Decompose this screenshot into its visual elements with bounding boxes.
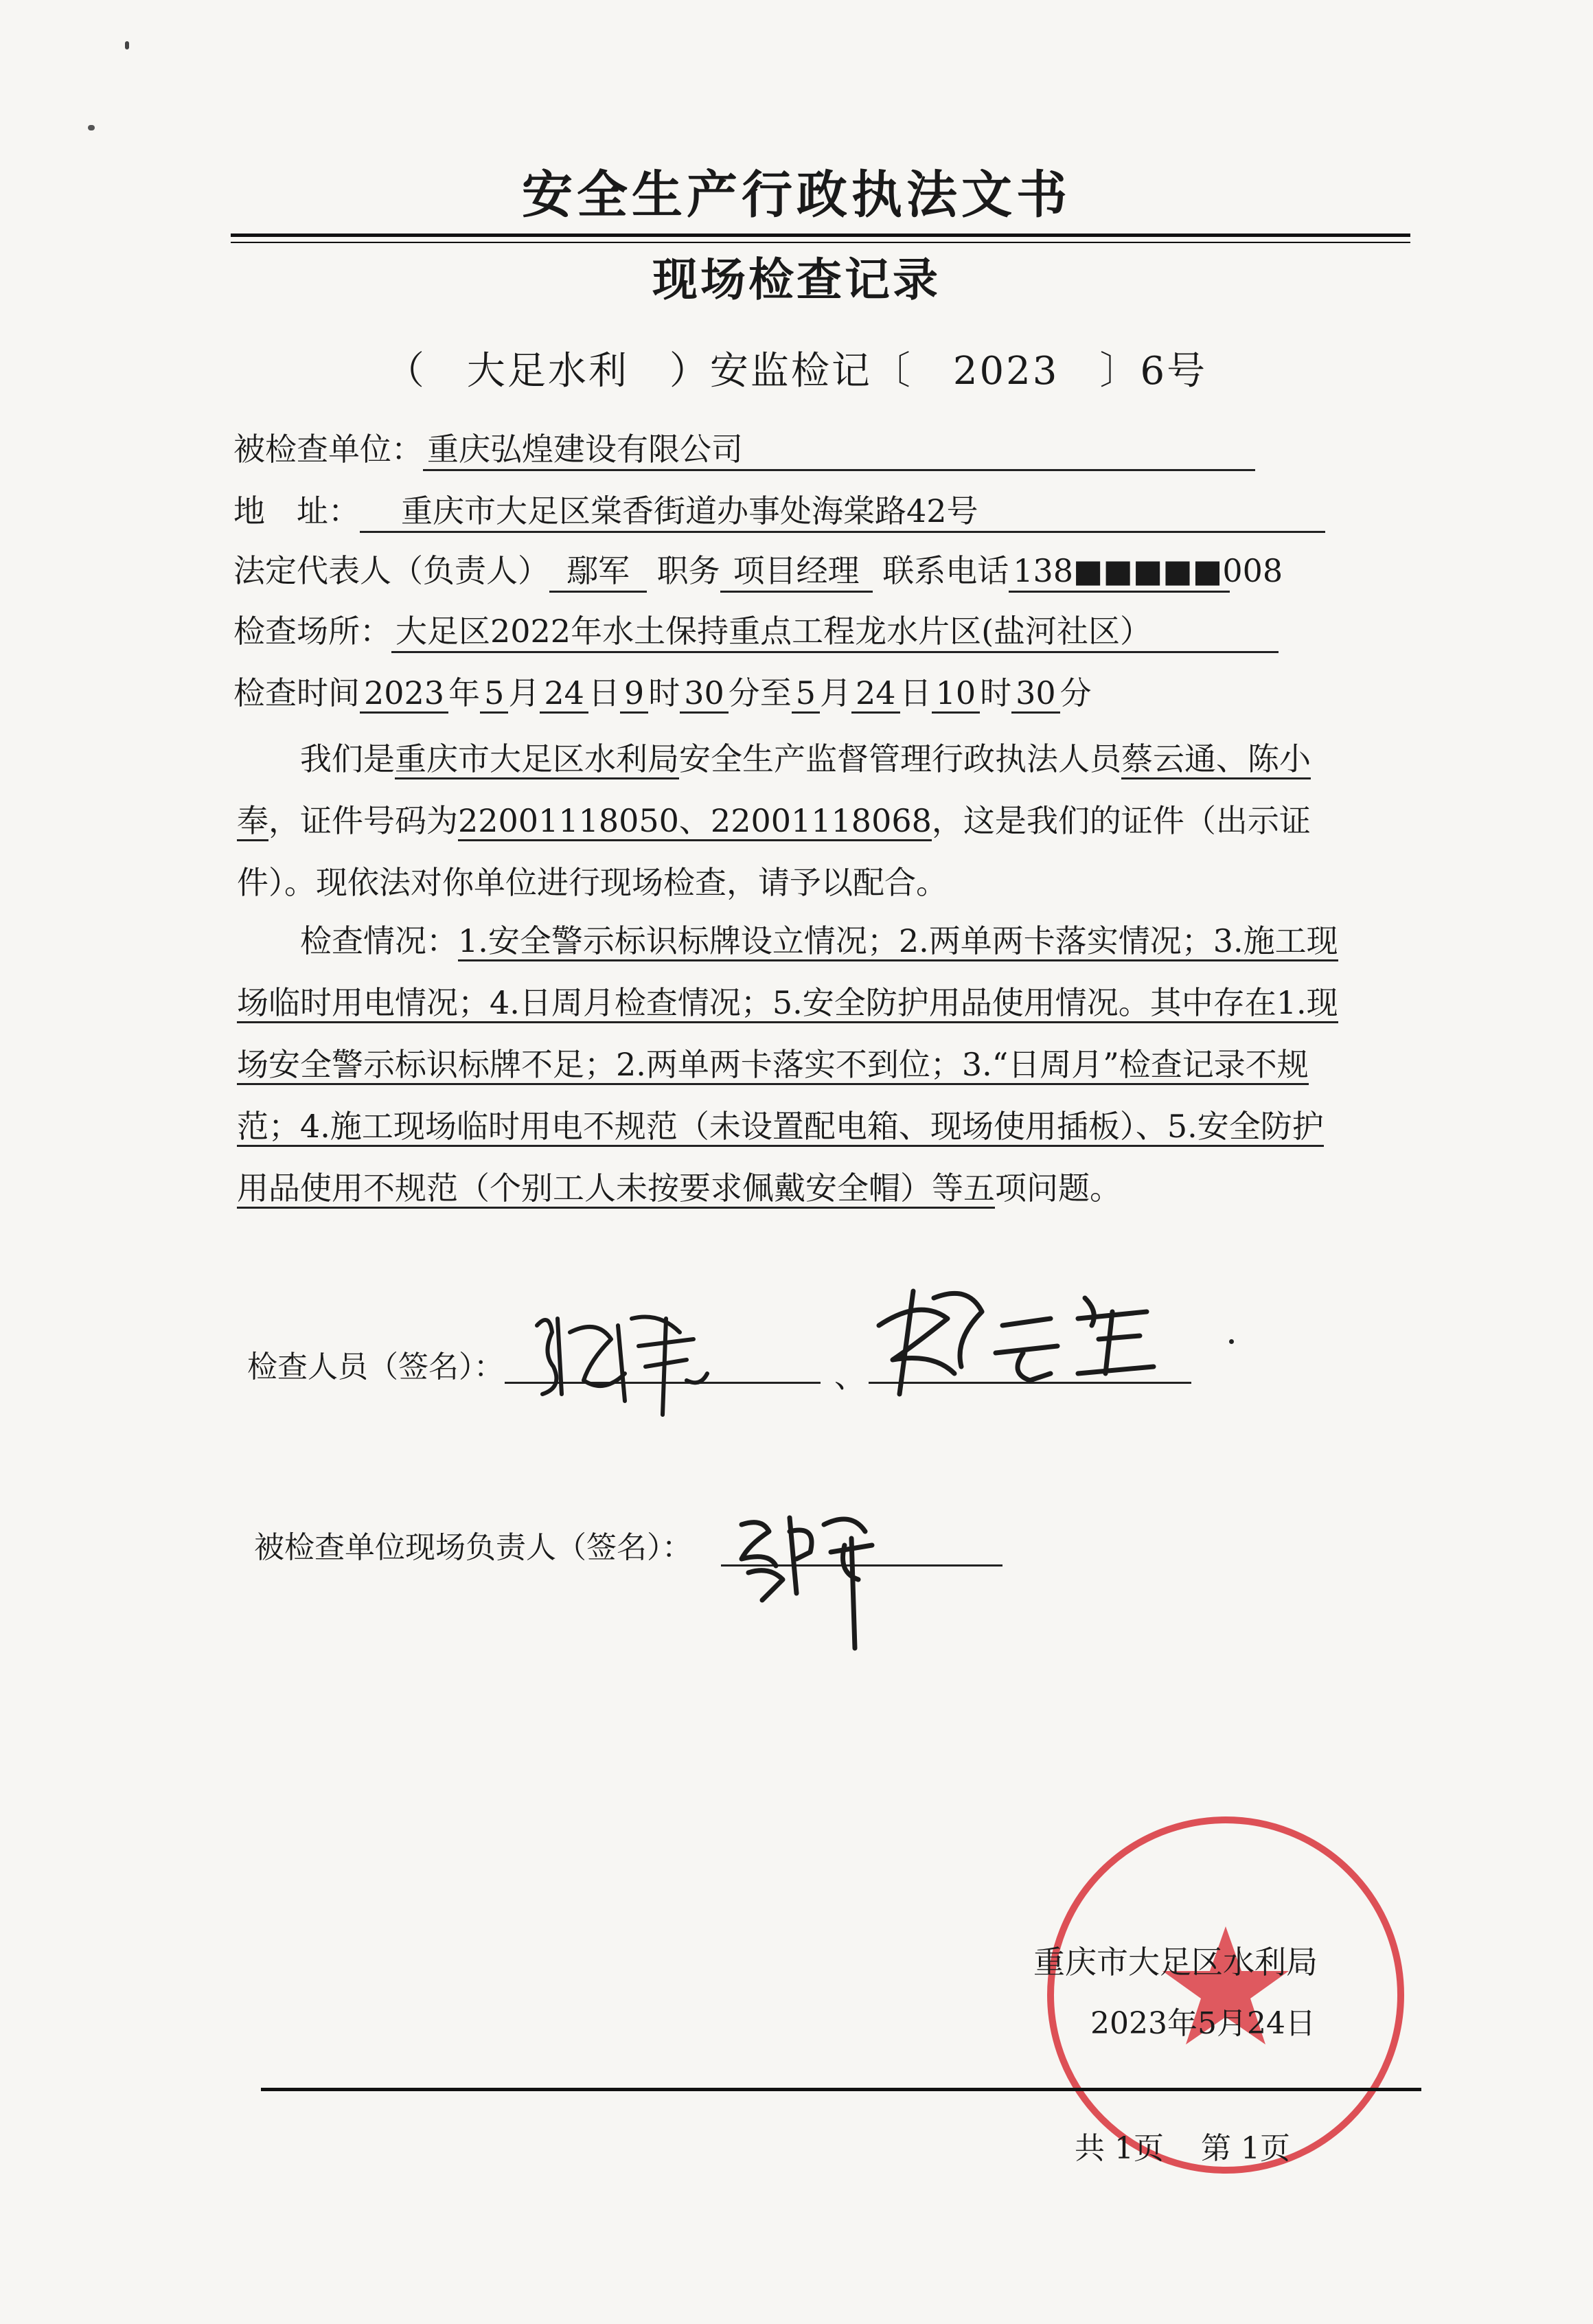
- time-unit: 年: [448, 674, 481, 711]
- rep-value: 鄢军: [549, 551, 647, 593]
- responsible-label: 被检查单位现场负责人（签名）：: [254, 1530, 692, 1565]
- time-unit: 日: [588, 674, 620, 711]
- time-label: 检查时间: [233, 674, 360, 711]
- time-field: [233, 673, 1092, 713]
- time-unit: 分至: [728, 674, 792, 711]
- time-day-end: 24: [851, 674, 900, 714]
- page-text: 共: [1075, 2131, 1105, 2166]
- findings-tail: 项问题。: [995, 1170, 1121, 1207]
- address-field: [233, 491, 1325, 533]
- time-unit: 月: [508, 674, 540, 711]
- page-text: 页: [1260, 2131, 1290, 2166]
- findings-text: 1.安全警示标识标牌设立情况；2.两单两卡落实情况；3.施工现场临时用电情况；4.日周月检查情况；5.安全防护用品使用情况。其中存在1.现场安全警示标识标牌不足；2.两单两卡落实不到位；3.“日周月”检查记录不规范；4.施工现场临时用电不规范（未设置配电箱、现场使用插板）、5.安全防护用品使用不规范（个别工人未按要求佩戴安全帽）等五: [237, 922, 1338, 1209]
- intro-text: ，这是我们的证件（出示证件）。现依法对你单位进行现场检查，请予以配合。: [237, 802, 1311, 901]
- unit-value: 重庆弘煌建设有限公司: [423, 429, 1255, 471]
- page-counter: [1075, 2129, 1290, 2169]
- official-seal-icon: [1040, 1810, 1411, 2180]
- place-value: 大足区2022年水土保持重点工程龙水片区(盐河社区）: [391, 611, 1279, 653]
- title-double-rule-thin: [231, 242, 1410, 243]
- time-hour-start: 9: [620, 674, 648, 714]
- title-double-rule: [231, 233, 1410, 237]
- total-pages: 1: [1114, 2131, 1134, 2166]
- position-label: 职务: [656, 552, 720, 589]
- findings-paragraph: [237, 910, 1349, 1219]
- document-title: 安全生产行政执法文书: [522, 166, 1071, 225]
- rep-label: 法定代表人（负责人）: [233, 552, 549, 589]
- address-label: 地 址：: [233, 492, 360, 529]
- time-day-start: 24: [540, 674, 588, 714]
- current-page: 1: [1241, 2131, 1260, 2166]
- intro-text: 我们是: [300, 740, 395, 777]
- time-month-end: 5: [792, 674, 820, 714]
- signature-separator: 、: [834, 1358, 866, 1395]
- findings-label: 检查情况：: [300, 922, 458, 959]
- time-hour-end: 10: [932, 674, 981, 714]
- page-text: 页: [1134, 2131, 1164, 2166]
- issuing-agency: 重庆市大足区水利局: [1033, 1944, 1318, 1981]
- place-label: 检查场所：: [233, 613, 391, 650]
- inspector1-signature: [522, 1291, 728, 1422]
- phone-label: 联系电话: [882, 552, 1009, 589]
- record-title: 现场检查记录: [652, 253, 941, 306]
- ink-dot: [1229, 1339, 1234, 1344]
- scan-speck: [88, 125, 95, 130]
- unit-field: [233, 429, 1255, 471]
- inspector2-signature: [872, 1271, 1160, 1401]
- address-value: 重庆市大足区棠香街道办事处海棠路42号: [360, 491, 1325, 533]
- agency-name: 重庆市大足区水利局: [395, 740, 679, 779]
- time-month-start: 5: [480, 674, 508, 714]
- time-unit: 分: [1059, 674, 1092, 711]
- representative-field: [233, 551, 1283, 593]
- time-year: 2023: [360, 674, 448, 714]
- responsible-signature: [728, 1497, 893, 1655]
- intro-paragraph: [237, 728, 1349, 913]
- scan-speck: [125, 41, 129, 49]
- officer-name: 陈小奉: [237, 740, 1311, 841]
- place-field: [233, 611, 1279, 653]
- document-number: （ 大足水利 ）安监检记〔 2023 〕6号: [385, 349, 1208, 394]
- intro-text: 安全生产监督管理行政执法人员: [679, 740, 1121, 777]
- id-numbers: 22001118050、22001118068: [458, 802, 932, 841]
- inspectors-label: 检查人员（签名）：: [247, 1349, 504, 1385]
- unit-label: 被检查单位：: [233, 431, 423, 468]
- footer-rule: [261, 2088, 1421, 2091]
- page-text: 第: [1201, 2131, 1231, 2166]
- time-minute-end: 30: [1011, 674, 1060, 714]
- issue-date: 2023年5月24日: [1090, 2006, 1316, 2041]
- time-unit: 月: [820, 674, 852, 711]
- intro-text: ，证件号码为: [268, 802, 458, 839]
- phone-value: 138■■■■■008: [1009, 551, 1230, 593]
- officer-name: 蔡云通、: [1121, 740, 1248, 779]
- time-unit: 时: [648, 674, 680, 711]
- time-minute-start: 30: [680, 674, 729, 714]
- time-unit: 日: [899, 674, 932, 711]
- position-value: 项目经理: [720, 551, 873, 593]
- time-unit: 时: [980, 674, 1012, 711]
